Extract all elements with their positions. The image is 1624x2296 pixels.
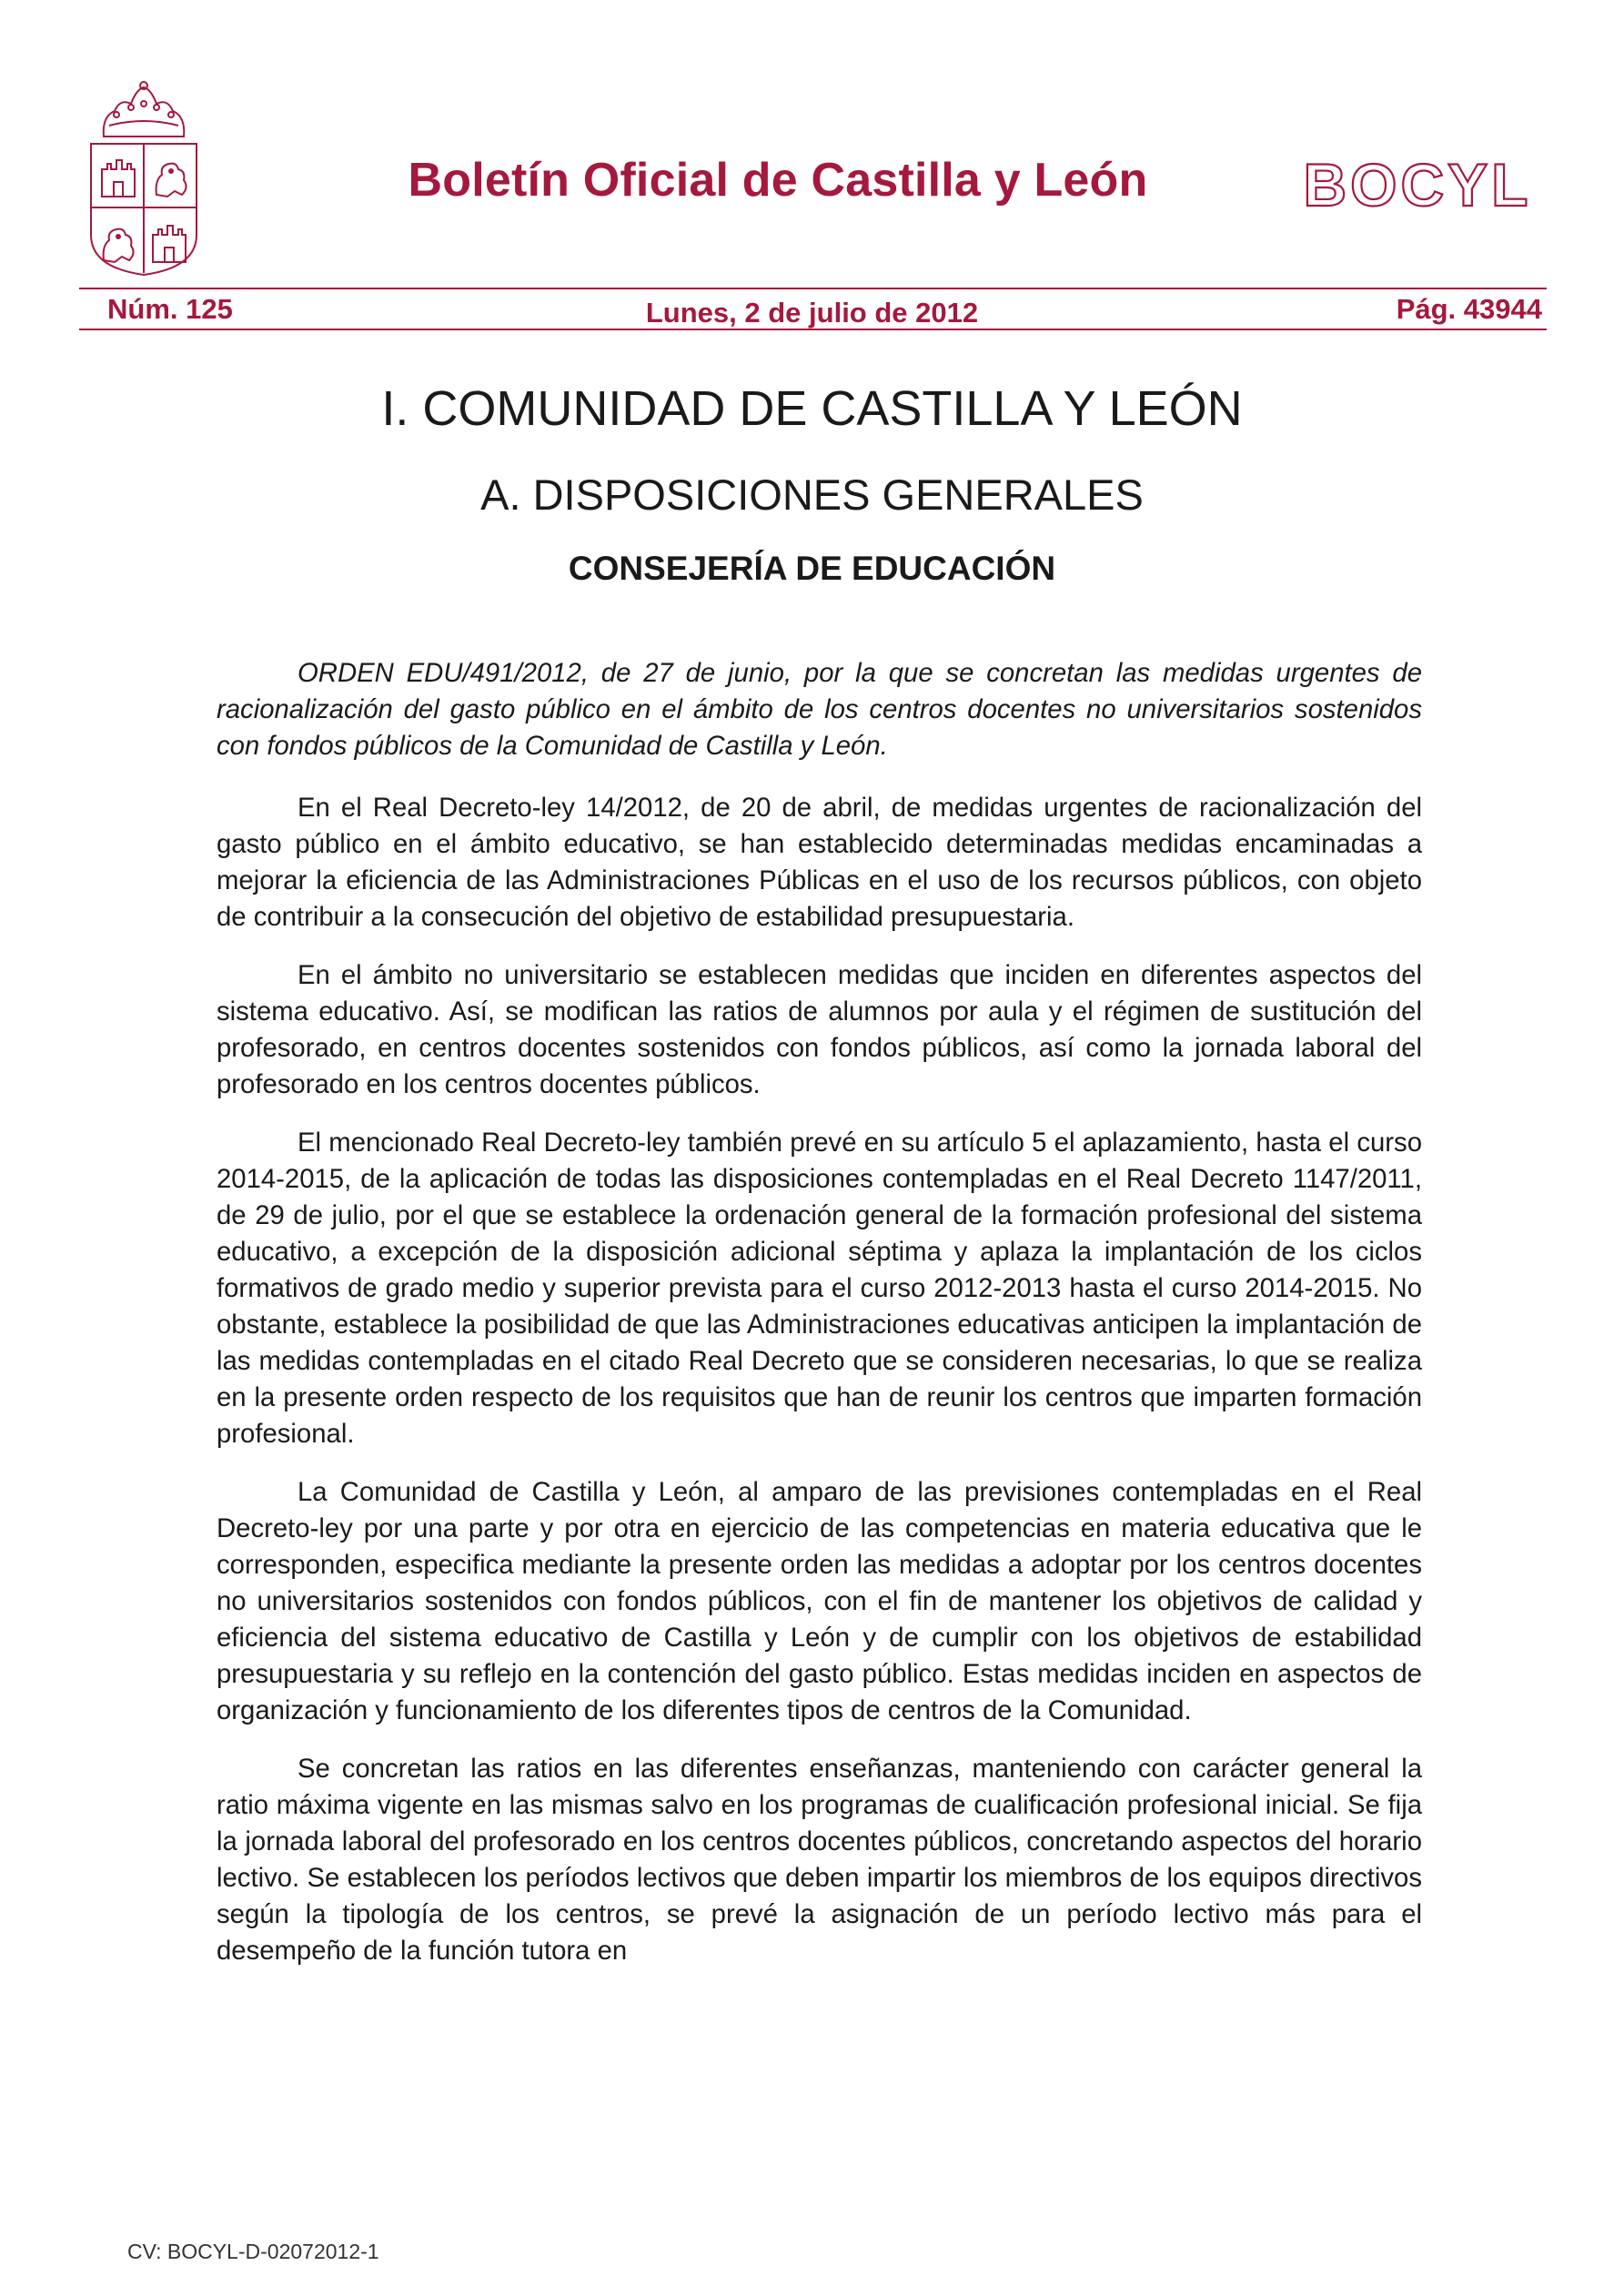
section-title: I. COMUNIDAD DE CASTILLA Y LEÓN <box>381 381 1243 436</box>
subsection-title: A. DISPOSICIONES GENERALES <box>480 470 1144 519</box>
document-body <box>217 655 1422 1991</box>
body-paragraph: El mencionado Real Decreto-ley también prevé en su artículo 5 el aplazamiento, hasta el curso 2014-2015, de la aplicación de todas las disposiciones contempladas en el Real Decreto 1147/2011, de 29 de julio, por el que se establece la ordenación general de la formación profesional del sistema educativo, a excepción de la disposición adicional séptima y aplaza la implantación de los ciclos formativos de grado medio y superior prevista para el curso 2012-2013 hasta el curso 2014-2015. No obstante, establece la posibilidad de que las Administraciones educativas anticipen la implantación de las medidas contempladas en el citado Real Decreto que se consideren necesarias, lo que se realiza en la presente orden respecto de los requisitos que han de reunir los centros que imparten formación profesional. <box>217 1128 1422 1449</box>
issue-date: Lunes, 2 de julio de 2012 <box>645 297 979 329</box>
body-paragraph: Se concretan las ratios en las diferentes enseñanzas, manteniendo con carácter general la ratio máxima vigente en las mismas salvo en los programas de cualificación profesional inicial. Se fija la jornada laboral del profesorado en los centros docentes públicos, concretando aspectos del horario lectivo. Se establecen los períodos lectivos que deben impartir los miembros de los equipos directivos según la tipología de los centros, se prevé la asignación de un período lectivo más para el desempeño de la función tutora en <box>217 1754 1422 1966</box>
footer-cv-code: CV: BOCYL-D-02072012-1 <box>127 2240 379 2263</box>
coat-of-arms-icon <box>84 80 204 278</box>
svg-text:BOCYL: BOCYL <box>1303 155 1532 213</box>
page-number: Pág. 43944 <box>1396 293 1542 325</box>
body-paragraph: En el ámbito no universitario se establecen medidas que inciden en diferentes aspectos del sistema educativo. Así, se modifican las ratios de alumnos por aula y el régimen de sustitución del profesorado, en centros docentes sostenidos con fondos públicos, así como la jornada laboral del profesorado en los centros docentes públicos. <box>217 960 1422 1099</box>
body-paragraph: En el Real Decreto-ley 14/2012, de 20 de abril, de medidas urgentes de racionalización del gasto público en el ámbito educativo, se han establecido determinadas medidas encaminadas a mejorar la eficiencia de las Administraciones Públicas en el uso de los recursos públicos, con objeto de contribuir a la consecución del objetivo de estabilidad presupuestaria. <box>217 793 1422 932</box>
header-rule-top <box>79 288 1547 289</box>
publication-title: Boletín Oficial de Castilla y León <box>408 154 1148 207</box>
issue-number: Núm. 125 <box>107 293 233 325</box>
body-paragraph: La Comunidad de Castilla y León, al amparo de las previsiones contempladas en el Real Decreto-ley por una parte y por otra en ejercicio de las competencias en materia educativa que le corresponden, especifica mediante la presente orden las medidas a adoptar por los centros docentes no universitarios sostenidos con fondos públicos, con el fin de mantener los objetivos de calidad y eficiencia del sistema educativo de Castilla y León y de cumplir con los objetivos de estabilidad presupuestaria y su reflejo en la contención del gasto público. Estas medidas inciden en aspectos de organización y funcionamiento de los diferentes tipos de centros de la Comunidad. <box>217 1477 1422 1725</box>
header-rule-bottom <box>79 329 1547 330</box>
department-title: CONSEJERÍA DE EDUCACIÓN <box>568 550 1056 587</box>
order-title: ORDEN EDU/491/2012, de 27 de junio, por la que se concretan las medidas urgentes de racionalización del gasto público en el ámbito de los centros docentes no universitarios sostenidos con fondos públicos de la Comunidad de Castilla y León. <box>217 658 1422 761</box>
bocyl-logo <box>1283 155 1552 213</box>
